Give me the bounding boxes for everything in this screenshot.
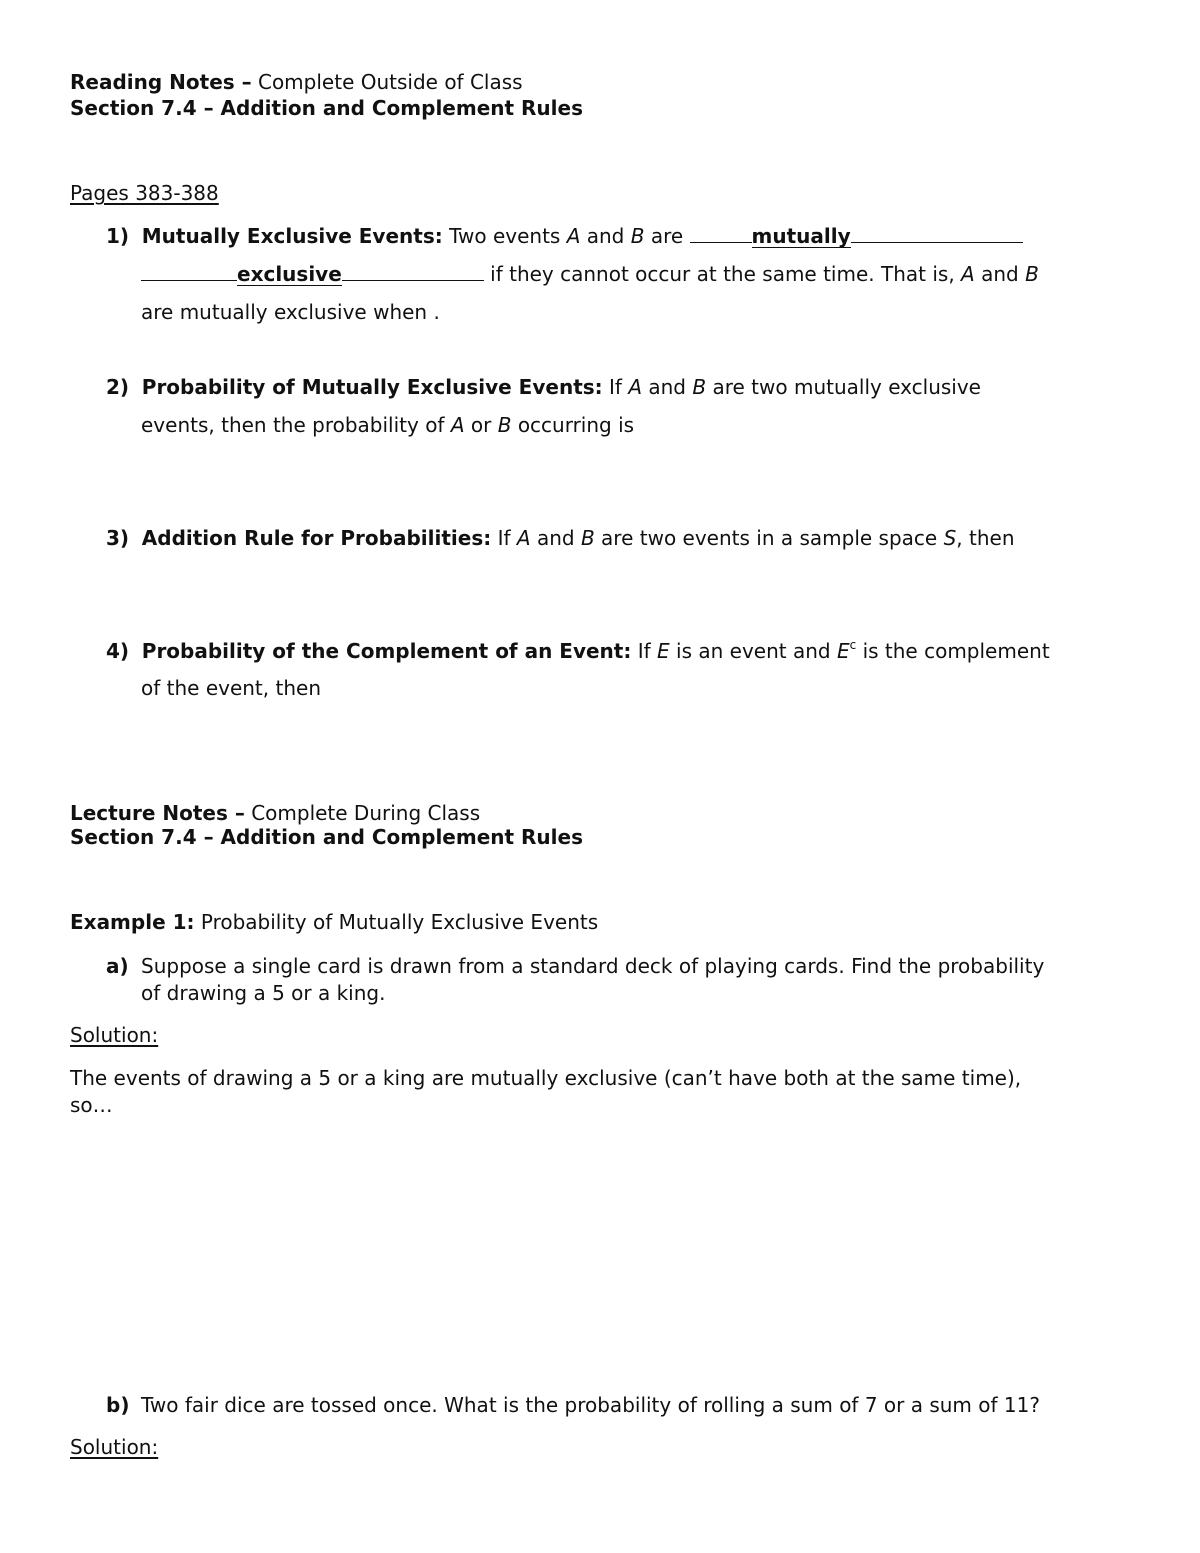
item-2-line-1: 2) Probability of Mutually Exclusive Events: If A and B are two mutually exclusive xyxy=(106,375,981,399)
solution-a-line-1: The events of drawing a 5 or a king are mutually exclusive (can’t have both at the same time), xyxy=(70,1066,1022,1090)
example-1-heading: Example 1: Probability of Mutually Exclusive Events xyxy=(70,910,599,934)
solution-b-label: Solution: xyxy=(70,1435,159,1459)
item-3-line-1: 3) Addition Rule for Probabilities: If A and B are two events in a sample space S, then xyxy=(106,526,1015,550)
lecture-notes-title: Lecture Notes – Complete During Class xyxy=(70,801,481,825)
reading-notes-title: Reading Notes – Complete Outside of Class xyxy=(70,70,523,94)
fill-mutually: mutually xyxy=(751,224,851,248)
part-a-label: a) xyxy=(106,954,129,978)
solution-a-line-2: so… xyxy=(70,1093,113,1117)
item-1-line-3: are mutually exclusive when . xyxy=(141,300,440,324)
part-b-label: b) xyxy=(106,1393,130,1417)
part-b-text: Two fair dice are tossed once. What is the probability of rolling a sum of 7 or a sum of 11? xyxy=(141,1393,1040,1417)
item-2-line-2: events, then the probability of A or B occurring is xyxy=(141,413,635,437)
part-a-line-2: of drawing a 5 or a king. xyxy=(141,981,386,1005)
part-a-line-1: Suppose a single card is drawn from a standard deck of playing cards. Find the probability xyxy=(141,954,1045,978)
reading-section-title: Section 7.4 – Addition and Complement Rules xyxy=(70,96,583,120)
item-4-line-1: 4) Probability of the Complement of an Event: If E is an event and $E^c$ is the complement xyxy=(106,638,1050,663)
pages-reference: Pages 383-388 xyxy=(70,181,219,205)
item-1-line-2: exclusive if they cannot occur at the same time. That is, A and B xyxy=(141,262,1039,286)
solution-a-label: Solution: xyxy=(70,1023,159,1047)
item-1-line-1: 1) Mutually Exclusive Events: Two events A and B are mutually xyxy=(106,224,1023,248)
fill-exclusive: exclusive xyxy=(237,262,342,286)
item-4-line-2: of the event, then xyxy=(141,676,321,700)
lecture-section-title: Section 7.4 – Addition and Complement Rules xyxy=(70,825,583,849)
